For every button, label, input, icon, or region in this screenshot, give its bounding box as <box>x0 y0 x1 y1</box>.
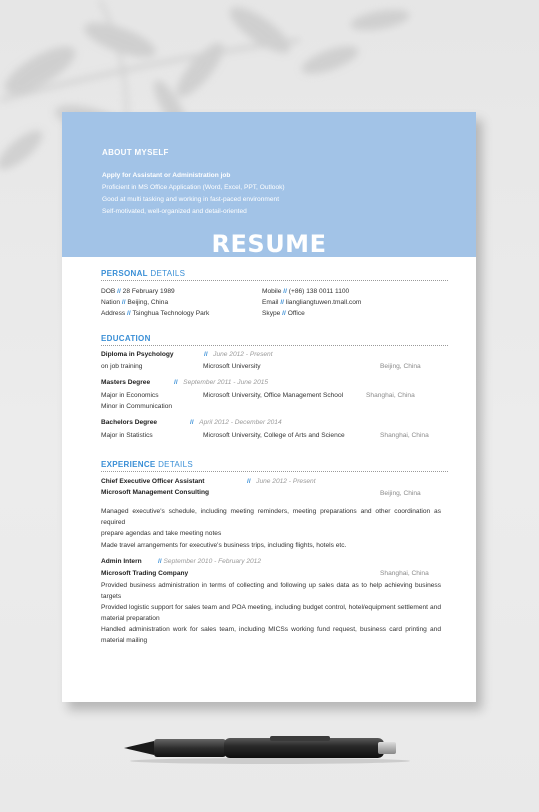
job-company: Microsoft Management Consulting <box>101 489 210 496</box>
job-role: Admin Intern <box>101 558 142 565</box>
education-item: Masters Degree <box>101 379 151 386</box>
about-line: Apply for Assistant or Administration job <box>102 172 231 179</box>
education-location: Shanghai, China <box>380 432 429 439</box>
education-major: Major in Economics <box>101 392 159 399</box>
education-major: on job training <box>101 363 143 370</box>
job-dates: // June 2012 - Present <box>247 478 316 485</box>
job-role: Chief Executive Officer Assistant <box>101 478 205 485</box>
education-dates: // June 2012 - Present <box>204 351 273 358</box>
education-item: Bachelors Degree <box>101 419 158 426</box>
divider <box>101 280 448 281</box>
experience-section-title <box>101 460 193 469</box>
education-location: Shanghai, China <box>366 392 415 399</box>
education-dates: // April 2012 - December 2014 <box>190 419 282 426</box>
education-school: Microsoft University, College of Arts and Science <box>203 432 345 439</box>
personal-dob: DOB // 28 February 1989 <box>101 288 175 295</box>
about-title: ABOUT MYSELF <box>102 148 169 157</box>
job-location: Beijing, China <box>380 490 421 497</box>
section-title-strong: EXPERIENCE <box>101 460 156 469</box>
job-company: Microsoft Trading Company <box>101 570 189 577</box>
about-line: Proficient in MS Office Application (Word, Excel, PPT, Outlook) <box>102 184 285 191</box>
section-title-light: DETAILS <box>155 460 193 469</box>
personal-mobile: Mobile // (+86) 138 0011 1100 <box>262 288 350 295</box>
job-bullet: Made travel arrangements for executive's business trips, including flights, hotels etc. <box>101 542 347 549</box>
about-line: Self-motivated, well-organized and detail-oriented <box>102 208 247 215</box>
resume-page <box>62 112 476 702</box>
personal-skype: Skype // Office <box>262 310 305 317</box>
pen-image <box>120 732 410 766</box>
divider <box>101 471 448 472</box>
personal-nation: Nation // Beijing, China <box>101 299 169 306</box>
job-dates: // September 2010 - February 2012 <box>158 558 262 565</box>
education-section-title: EDUCATION <box>101 334 151 343</box>
job-bullet: Managed executive's schedule, including meeting reminders, meeting preparations and other coordination as required <box>101 508 441 526</box>
education-item: Diploma in Psychology <box>101 351 174 358</box>
education-minor: Minor in Communication <box>101 403 173 410</box>
resume-title: RESUME <box>211 230 327 258</box>
job-location: Shanghai, China <box>380 570 429 577</box>
personal-section-title <box>101 269 185 278</box>
personal-address: Address // Tsinghua Technology Park <box>101 310 210 317</box>
education-dates: // September 2011 - June 2015 <box>174 379 269 386</box>
education-major: Major in Statistics <box>101 432 153 439</box>
section-title-light: DETAILS <box>147 269 186 278</box>
divider <box>101 345 448 346</box>
about-line: Good at multi tasking and working in fast-paced environment <box>102 196 280 203</box>
resume-header <box>62 112 476 257</box>
job-bullet: Provided business administration in terms of collecting and following up sales data as to help achieving business targets <box>101 582 441 600</box>
job-bullet: prepare agendas and take meeting notes <box>101 530 222 537</box>
education-school: Microsoft University <box>203 363 261 370</box>
job-bullet: Handled administration work for sales team, including MICSs working fund request, business card printing and material mailing <box>101 626 441 644</box>
section-title-strong: PERSONAL <box>101 269 148 278</box>
personal-email[interactable]: Email // liangliangtuwen.tmall.com <box>262 299 362 306</box>
about-lines <box>102 170 285 218</box>
education-location: Beijing, China <box>380 363 421 370</box>
education-school: Microsoft University, Office Management School <box>203 392 344 399</box>
job-bullet: Provided logistic support for sales team and POA meeting, including budget control, hotel/equipment settlement and material preparation <box>101 604 441 622</box>
